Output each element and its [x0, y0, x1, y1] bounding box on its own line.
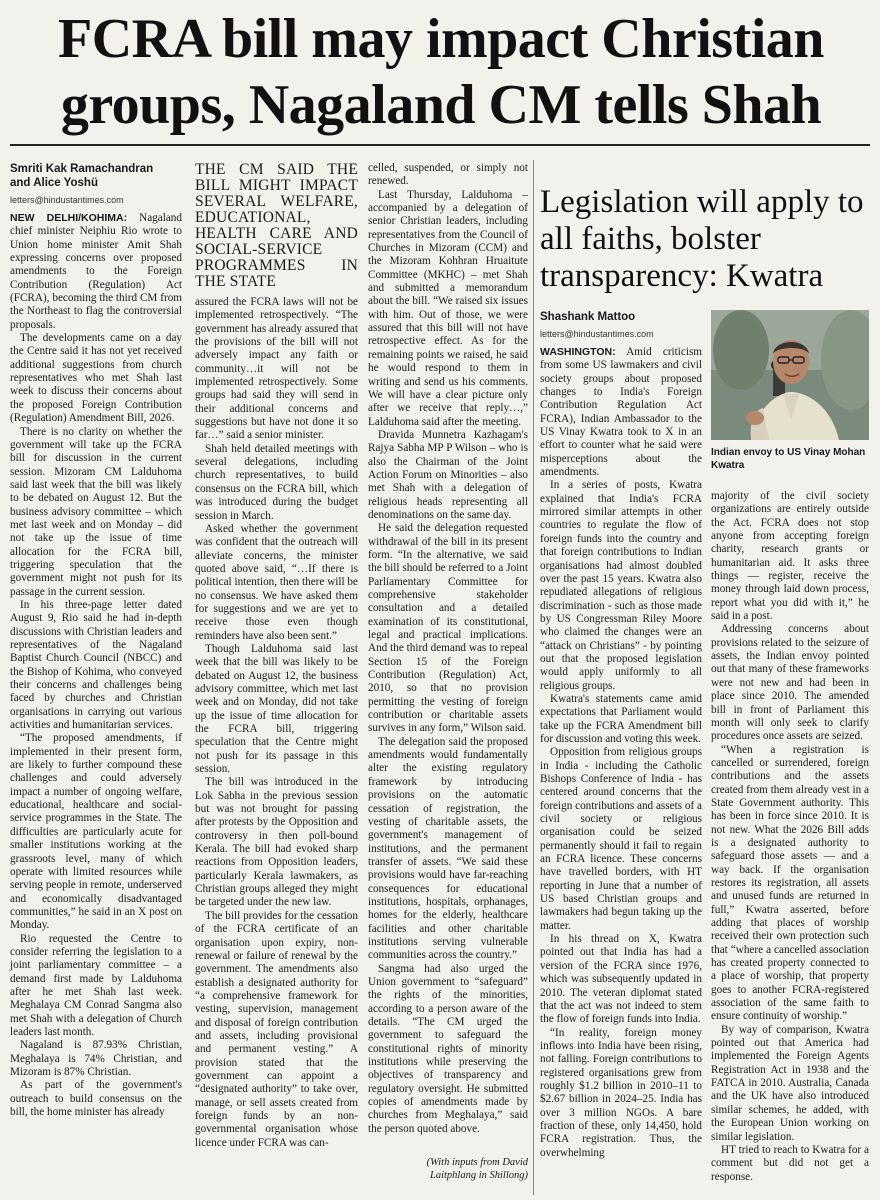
story2-column-2: [711, 490, 869, 1184]
paragraph: The delegation said the proposed amendments would fundamentally alter the existing regulatory framework by introducing provisions on the automatic cessation of registration, the vesting of charitable assets, the government's management of institutions, and the permanent transfer of assets. “We said these provisions would have far-reaching consequences for educational institutions, hospitals, orphanages, homes for the elderly, healthcare facilities and other charitable institutions serving vulnerable communities across the country.”: [368, 735, 528, 962]
paragraph: Rio requested the Centre to consider referring the legislation to a joint parliamentary committee – a demand first made by Lalduhoma after he met Shah last week. Meghalaya CM Conrad Sangma also met Shah with a delegation of Church leaders last month.: [10, 932, 182, 1038]
paragraph: Kwatra's statements came amid expectations that Parliament would take up the FCRA Amendment bill for discussion and voting this week.: [540, 692, 702, 745]
paragraph: Last Thursday, Lalduhoma – accompanied by a delegation of senior Christian leaders, including representatives from the Council of Churches in Mizoram (CCM) and the Mizoram Kohhran Hruaitute Committee (MKHC) – met Shah and submitted a memorandum about the bill. “We raised six issues with him. Out of those, we were assured that this bill will not have retrospective effect. As for the remaining points we raised, he said he would respond to them in writing and send us his comments. We will have a clear picture only after we receive that reply…,” Lalduhoma said after the meeting.: [368, 188, 528, 428]
paragraph: Nagaland is 87.93% Christian, Meghalaya is 74% Christian, and Mizoram is 87% Christian.: [10, 1039, 182, 1078]
paragraph: Sangma had also urged the Union government to “safeguard” the rights of the minorities, according to a person aware of the details. “The CM urged the government to safeguard the constitutional rights of minority institutions while preserving the objectives of transparency and regulatory oversight. He submitted copies of amendments made by churches from Meghalaya,” said the person quoted above.: [368, 962, 528, 1135]
paragraph: In a series of posts, Kwatra explained that India's FCRA mirrored similar attempts in other countries to regulate the flow of foreign funds into the country and that foreign contributions to Indian organisations had almost doubled over the past 15 years. Kwatra also repudiated allegations of religious discrimination - such as those made by US Congressman Riley Moore who claimed the changes were an “attack on Christians” - by pointing out that the proposed legislation would apply uniformly to all religious groups.: [540, 479, 702, 692]
paragraph: The developments came on a day the Centre said it has not yet received additional suggestions from church representatives who met Shah last week to discuss their concerns about the proposed Foreign Contribution (Regulation) Amendment Bill, 2026.: [10, 332, 182, 425]
story1-column-1: [10, 162, 182, 1119]
paragraph: By way of comparison, Kwatra pointed out that America had implemented the Foreign Agents Registration Act in 1938 and the FATCA in 2010. Australia, Canada and the UK have also introduced similar schemes, he added, with the European Union working on similar legislation.: [711, 1023, 869, 1143]
story2-byline: Shashank Mattoo: [540, 311, 636, 323]
paragraph: “When a registration is cancelled or surrendered, foreign contributions and the assets created from them already vest in a State Government authority. This has been in force since 2010. It is not new. What the 2026 Bill adds is a designated authority to safeguard those assets — and a way back. If the organisation restores its registration, all assets and unused funds are returned in full,” Kwatra asserted, before adding that places of worship received their own protection such that “where a cancelled association has created property connected to a place of worship, that property goes to another FCRA-registered association of the same faith to ensure continuity of worship.”: [711, 743, 869, 1023]
paragraph: The bill was introduced in the Lok Sabha in the previous session but was not brought for passing after protests by the Opposition and controversy in then poll-bound Kerala. The bill had evoked sharp reactions from Opposition leaders, particularly Kerala lawmakers, as Christian groups alleged they might be targeted under the new law.: [195, 776, 358, 909]
story-separator: [533, 160, 534, 1195]
story2-lead-paragraph: WASHINGTON: Amid criticism from some US lawmakers and civil society groups about proposed changes to India's Foreign Contribution Regulation Act FCRA), Indian Ambassador to the US Vinay Kwatra took to X in an effort to counter what he said were misperceptions about the amendments.: [540, 346, 702, 479]
paragraph: He said the delegation requested withdrawal of the bill in its present form. “In the alternative, we said the bill should be referred to a Joint Parliamentary Committee for comprehensive stakeholder consultation and a detailed examination of its constitutional, legal and practical implications. And the third demand was to repeal Section 15 of the Foreign Contribution (Regulation) Act, 2010, so that no provision permitting the vesting of foreign contribution or charitable assets survives in any form,” Wilson said.: [368, 522, 528, 735]
story2-email: letters@hindustantimes.com: [540, 329, 654, 339]
kwatra-photo: [711, 310, 869, 440]
paragraph: Dravida Munnetra Kazhagam's Rajya Sabha MP P Wilson – who is also the Chairman of the Joint Action Forum on Minorities – also met Shah with a delegation of religious heads representing all denominations on the same day.: [368, 428, 528, 521]
headline-line-2: groups, Nagaland CM tells Shah: [60, 74, 822, 136]
paragraph: “In reality, foreign money inflows into India have been rising, not falling. Foreign contributions to registered organisations grew from roughly $1.2 billion in 2010–11 to $2.67 billion in 2024–25. India has over 3 million NGOs. A bare fraction of these, only 14,450, hold FCRA registration. Thus, the overwhelming: [540, 1026, 702, 1159]
story2-headline: Legislation will apply to all faiths, bolster transparency: Kwatra: [540, 184, 864, 294]
headline-line-1: FCRA bill may impact Christian: [58, 8, 824, 70]
main-headline: [10, 6, 872, 138]
paragraph: The bill provides for the cessation of the FCRA certificate of an organisation upon expiry, non-renewal or failure of renewal by the government. The amendments also establish a designated authority for “a comprehensive framework for vesting, supervision, management and disposal of foreign contribution and assets, including provisional and permanent vesting.” A provision stated that the government can appoint a “designated authority” to take over, manage, or sell assets created from foreign funds by an non-governmental organisation whose licence under FCRA was can-: [195, 909, 358, 1149]
paragraph: Shah held detailed meetings with several delegations, including church representatives, to build consensus on the FCRA bill, which was introduced during the budget session in March.: [195, 442, 358, 522]
paragraph: Opposition from religious groups in India - including the Catholic Bishops Conference of India - has centered around concerns that the foreign contributions and assets of a civil society or religious organisation could be seized permanently should it fail to regain an FCRA licence. These concerns have travelled borders, with HT reporting in June that a number of US based Christian groups and lawmakers had begun taking up the matter.: [540, 746, 702, 932]
story1-column-3: [368, 162, 528, 1136]
story1-email: letters@hindustantimes.com: [10, 195, 124, 205]
paragraph: Asked whether the government was confident that the outreach will alleviate concerns, the minister quoted above said, “…If there is political intention, then there will be no consensus. We have asked them for suggestions and we are yet to receive those even though reminders have also been sent.”: [195, 522, 358, 642]
story1-dateline: NEW DELHI/KOHIMA:: [10, 212, 128, 224]
story2-column-1: [540, 310, 702, 1160]
paragraph: “The proposed amendments, if implemented in their present form, are likely to further compound these challenges and could adversely impact a number of ongoing welfare, educational, healthcare and social-service programmes in the State. The difficulties are particularly acute for smaller institutions working at the grassroots level, many of which operate with limited resources while serving people in remote, underserved and economically disadvantaged communities,” he said in an X post on Monday.: [10, 732, 182, 932]
paragraph: There is no clarity on whether the government will take up the FCRA bill for discussion in the current session. Mizoram CM Lalduhoma said last week that the bill was likely to be debated on August 12. But the business advisory committee – which met last week and on Monday – did not take up the issue of time allocation for the FCRA bill, triggering speculation that the government might not push for its passage in the current session.: [10, 425, 182, 598]
paragraph: assured the FCRA laws will not be implemented retrospectively. “The government has already assured that the provisions of the bill will not adversely impact any faith or community…it will not be implemented retrospectively. Some groups had said they will send in their additional concerns and suggestions but have not done it so far…” said a senior minister.: [195, 296, 358, 442]
paragraph: In his three-page letter dated August 9, Rio said he had in-depth discussions with Christian leaders and representatives of the Nagaland Baptist Church Council (NBCC) and the Bishop of Kohima, who conveyed their concerns and challenges being faced by churches and Christian organisations in carrying out various activities and humanitarian services.: [10, 598, 182, 732]
story2-dateline: WASHINGTON:: [540, 346, 616, 358]
paragraph: majority of the civil society organizations are entirely outside the Act. FCRA does not stop anyone from accepting foreign charity, research grants or humanitarian aid. It asks three things — register, receive the money through laid down process, report what you did with it,” he said in a post.: [711, 490, 869, 623]
story1-credit: (With inputs from David Laitphlang in Shillong): [426, 1157, 528, 1181]
story1-lead-paragraph: NEW DELHI/KOHIMA: Nagaland chief minister Neiphiu Rio wrote to Union home minister Amit Shah expressing concerns over proposed amendments to the Foreign Contribution (Regulation) Act (FCRA), becoming the third CM from the Northeast to flag the controversial proposals.: [10, 212, 182, 331]
story1-byline: Smriti Kak Ramachandran and Alice Yoshü: [10, 163, 154, 189]
paragraph: Addressing concerns about provisions related to the seizure of assets, the Indian envoy pointed out that many of these frameworks were not new and had been in place since 2010. The amended bill in front of Parliament this month will only seek to clarify procedures once assets are seized.: [711, 623, 869, 743]
paragraph: As part of the government's outreach to build consensus on the bill, the home minister has already: [10, 1079, 182, 1119]
headline-rule: [10, 144, 870, 146]
paragraph: HT tried to reach to Kwatra for a comment but did not get a response.: [711, 1143, 869, 1183]
photo-caption: Indian envoy to US Vinay Mohan Kwatra: [711, 447, 866, 471]
paragraph: celled, suspended, or simply not renewed.: [368, 162, 528, 188]
paragraph: Though Lalduhoma said last week that the bill was likely to be debated on August 12, the business advisory committee, which met last week and on Monday, did not take up the issue of time allocation for the FCRA bill, triggering speculation that the Centre might not push for its passage in this session.: [195, 642, 358, 776]
pull-quote: THE CM SAID THE BILL MIGHT IMPACT SEVERAL WELFARE, EDUCATIONAL, HEALTH CARE AND SOCIAL-SERVICE PROGRAMMES IN THE STATE: [195, 161, 358, 290]
story1-column-2: [195, 162, 358, 1150]
paragraph: In his thread on X, Kwatra pointed out that India has had a version of the FCRA since 1976, which was subsequently updated in 2010. The veteran diplomat stated that the act was not indeed to stem the flow of foreign funds into India.: [540, 933, 702, 1026]
